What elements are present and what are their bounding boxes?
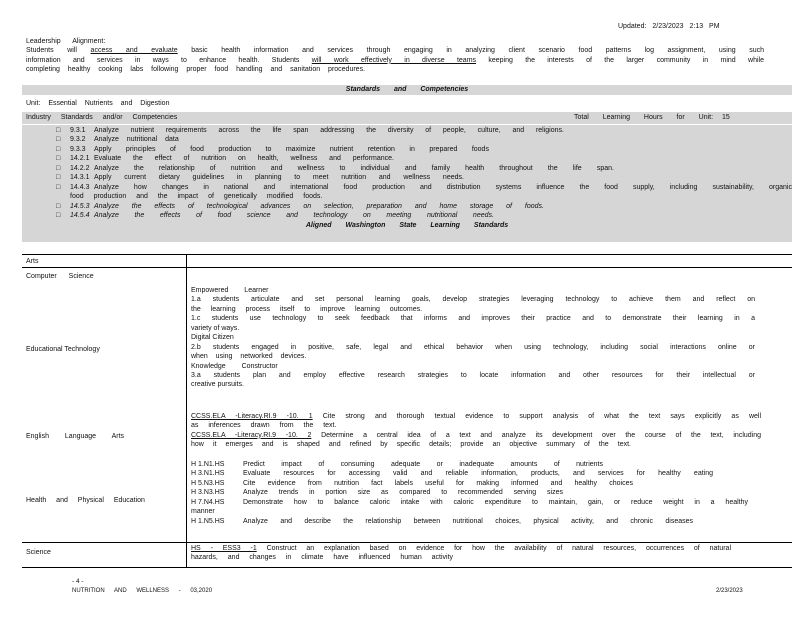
standards-competencies-header: Standards and Competencies bbox=[22, 85, 792, 95]
science-label: Science bbox=[26, 549, 51, 556]
bullet-icon: □ bbox=[56, 202, 61, 210]
industry-label: Industry Standards and/or Competencies bbox=[26, 114, 178, 121]
updated-date: 2/23/2023 bbox=[652, 23, 684, 30]
bullet-icon: □ bbox=[56, 211, 61, 219]
bullet-icon: □ bbox=[56, 155, 61, 163]
list-item: □ 14.5.3 Analyze the effects of technological advances on selection, preparation and home storage of foods. bbox=[56, 202, 544, 210]
aligned-standards-header: Aligned Washington State Learning Standards bbox=[305, 222, 509, 230]
list-item-continued: manner bbox=[191, 508, 215, 516]
list-item: H 1.N1.HS Predict impact of consuming adequate or inadequate amounts of nutrients bbox=[191, 461, 603, 468]
list-item: H 7.N4.HS Demonstrate how to balance caloric intake with caloric expenditure to maintain, gain, or reduce weight in a healthy bbox=[191, 498, 748, 506]
industry-row bbox=[22, 112, 792, 124]
ngss-link[interactable]: HS - ESS3 -1 bbox=[191, 545, 257, 552]
ela-standard-1: CCSS.ELA -Literacy.RI.9 -10. 1 Cite strong and thorough textual evidence to support analysis of what the text says explicitly as well bbox=[191, 413, 761, 420]
leadership-line-1: Students will access and evaluate basic health information and services through engaging in analyzing client scenario food patterns log assignment, using such bbox=[26, 47, 765, 55]
footer-title: NUTRITION AND WELLNESS - 03,2020 bbox=[72, 588, 213, 594]
knowledge-constructor-title: Knowledge Constructor bbox=[191, 362, 278, 370]
bullet-icon: □ bbox=[56, 183, 61, 191]
unit-line bbox=[26, 99, 426, 108]
ela-content: CCSS.ELA -Literacy.RI.9 -10. 1 Cite strong and thorough textual evidence to support analysis of what the text says explicitly as well as inferences drawn from the text. CCSS.ELA -Literacy.RI.9 -10. 2 Determine a central idea of a text and analyze its development over the course of the text, including how it emerges and is shaped and refined by specific details; provide an objective summary of the text. bbox=[191, 413, 761, 449]
leadership-line-2: information and services in ways to enhance health. Students will work effectively in diverse teams keeping the interests of the larger community in mind while bbox=[26, 56, 764, 64]
list-item: H 1.N5.HS Analyze and describe the relationship between nutritional choices, physical activity, and chronic diseases bbox=[191, 517, 693, 525]
list-item: □ 14.5.4 Analyze the effects of food science and technology on meeting nutritional needs. bbox=[56, 211, 494, 219]
table-rule bbox=[22, 567, 792, 568]
table-rule bbox=[22, 267, 792, 268]
column-divider bbox=[186, 254, 187, 568]
leadership-title: Leadership Alignment: bbox=[26, 38, 106, 45]
updated-label: Updated: bbox=[618, 23, 647, 30]
ela-standard-2: CCSS.ELA -Literacy.RI.9 -10. 2 Determine a central idea of a text and analyze its development over the course of the text, including bbox=[191, 431, 761, 439]
table-rule bbox=[22, 254, 792, 255]
health-label: Health and Physical Education bbox=[26, 497, 145, 504]
updated-stamp bbox=[618, 22, 758, 31]
list-item: □ 9.3.2 Analyze nutritional data bbox=[56, 136, 179, 144]
ccss-link[interactable]: CCSS.ELA -Literacy.RI.9 -10. 1 bbox=[191, 413, 313, 420]
updated-time: 2:13 PM bbox=[689, 23, 720, 30]
list-item-continued: food production and the impact of genetically modified foods. bbox=[70, 193, 323, 201]
list-item: H 5.N3.HS Cite evidence from nutrition fact labels useful for making informed and healthy choices bbox=[191, 479, 633, 487]
list-item: □ 9.3.3 Apply principles of food production to maximize nutrient retention in prepared foods bbox=[56, 145, 489, 153]
access-evaluate-link[interactable]: access and evaluate bbox=[90, 47, 178, 55]
digital-citizen-title: Digital Citizen bbox=[191, 334, 234, 342]
bullet-icon: □ bbox=[56, 145, 61, 153]
list-item: □ 14.2.1 Evaluate the effect of nutrition on health, wellness and performance. bbox=[56, 155, 394, 163]
leadership-section bbox=[26, 37, 764, 75]
competency-list bbox=[22, 125, 792, 242]
ela-label: English Language Arts bbox=[26, 433, 125, 440]
bullet-icon: □ bbox=[56, 164, 61, 172]
work-effectively-link[interactable]: will work effectively in diverse teams bbox=[311, 56, 477, 64]
list-item: H 3.N1.HS Evaluate resources for accessing valid and reliable information, products, and services for healthy eating bbox=[191, 470, 713, 478]
list-item: H 3.N3.HS Analyze trends in portion size as compared to recommended serving sizes bbox=[191, 489, 563, 497]
total-hours-label: Total Learning Hours for Unit: bbox=[574, 114, 714, 121]
ccss-link[interactable]: CCSS.ELA -Literacy.RI.9 -10. 2 bbox=[191, 431, 312, 439]
bullet-icon: □ bbox=[56, 174, 61, 182]
empowered-learner-title: Empowered Learner bbox=[191, 287, 269, 294]
footer-date: 2/23/2023 bbox=[716, 588, 743, 594]
list-item: □ 14.3.1 Apply current dietary guidelines in planning to meet nutrition and wellness needs. bbox=[56, 174, 464, 182]
footer-page-number: - 4 - bbox=[72, 578, 84, 585]
bullet-icon: □ bbox=[56, 127, 61, 134]
list-item: □ 14.2.2 Analyze the relationship of nutrition and wellness to individual and family health throughout the life span. bbox=[56, 164, 614, 172]
list-item: □ 14.4.3 Analyze how changes in national and international food production and distribution systems influence the food supply, including sustainability, organic bbox=[56, 183, 792, 191]
edtech-label: Educational Technology bbox=[26, 346, 100, 353]
unit-name: Essential Nutrients and Digestion bbox=[48, 100, 170, 107]
science-content: HS - ESS3 -1 Construct an explanation based on evidence for how the availability of natural resources, occurrences of natural hazards, and changes in climate have influenced human activity bbox=[191, 545, 731, 562]
total-hours-value: 15 bbox=[722, 114, 730, 121]
bullet-icon: □ bbox=[56, 136, 61, 144]
leadership-line-3: completing healthy cooking labs following proper food handling and sanitation procedures. bbox=[26, 66, 366, 74]
cs-label: Computer Science bbox=[26, 273, 94, 280]
unit-label: Unit: bbox=[26, 100, 41, 107]
list-item: □ 9.3.1 Analyze nutrient requirements across the life span addressing the diversity of people, culture, and religions. bbox=[56, 127, 564, 134]
health-content bbox=[191, 460, 751, 526]
table-rule bbox=[22, 542, 792, 543]
edtech-content: Empowered Learner 1.a students articulate and set personal learning goals, develop strategies leveraging technology to achieve them and reflect on the learning process itself to improve learning outcomes. 1.c students use technology to seek feedback that informs and improves their practice and to demonstrate their learning in a variety of ways. Digital Citizen 2.b students engaged in positive, safe, legal and ethical behavior when using technology, including social interactions online or when using networked devices. Knowledge Constructor 3.a students plan and employ effective research strategies to locate information and other resources for their intellectual or creative pursuits. bbox=[191, 287, 755, 389]
arts-label: Arts bbox=[26, 258, 39, 265]
